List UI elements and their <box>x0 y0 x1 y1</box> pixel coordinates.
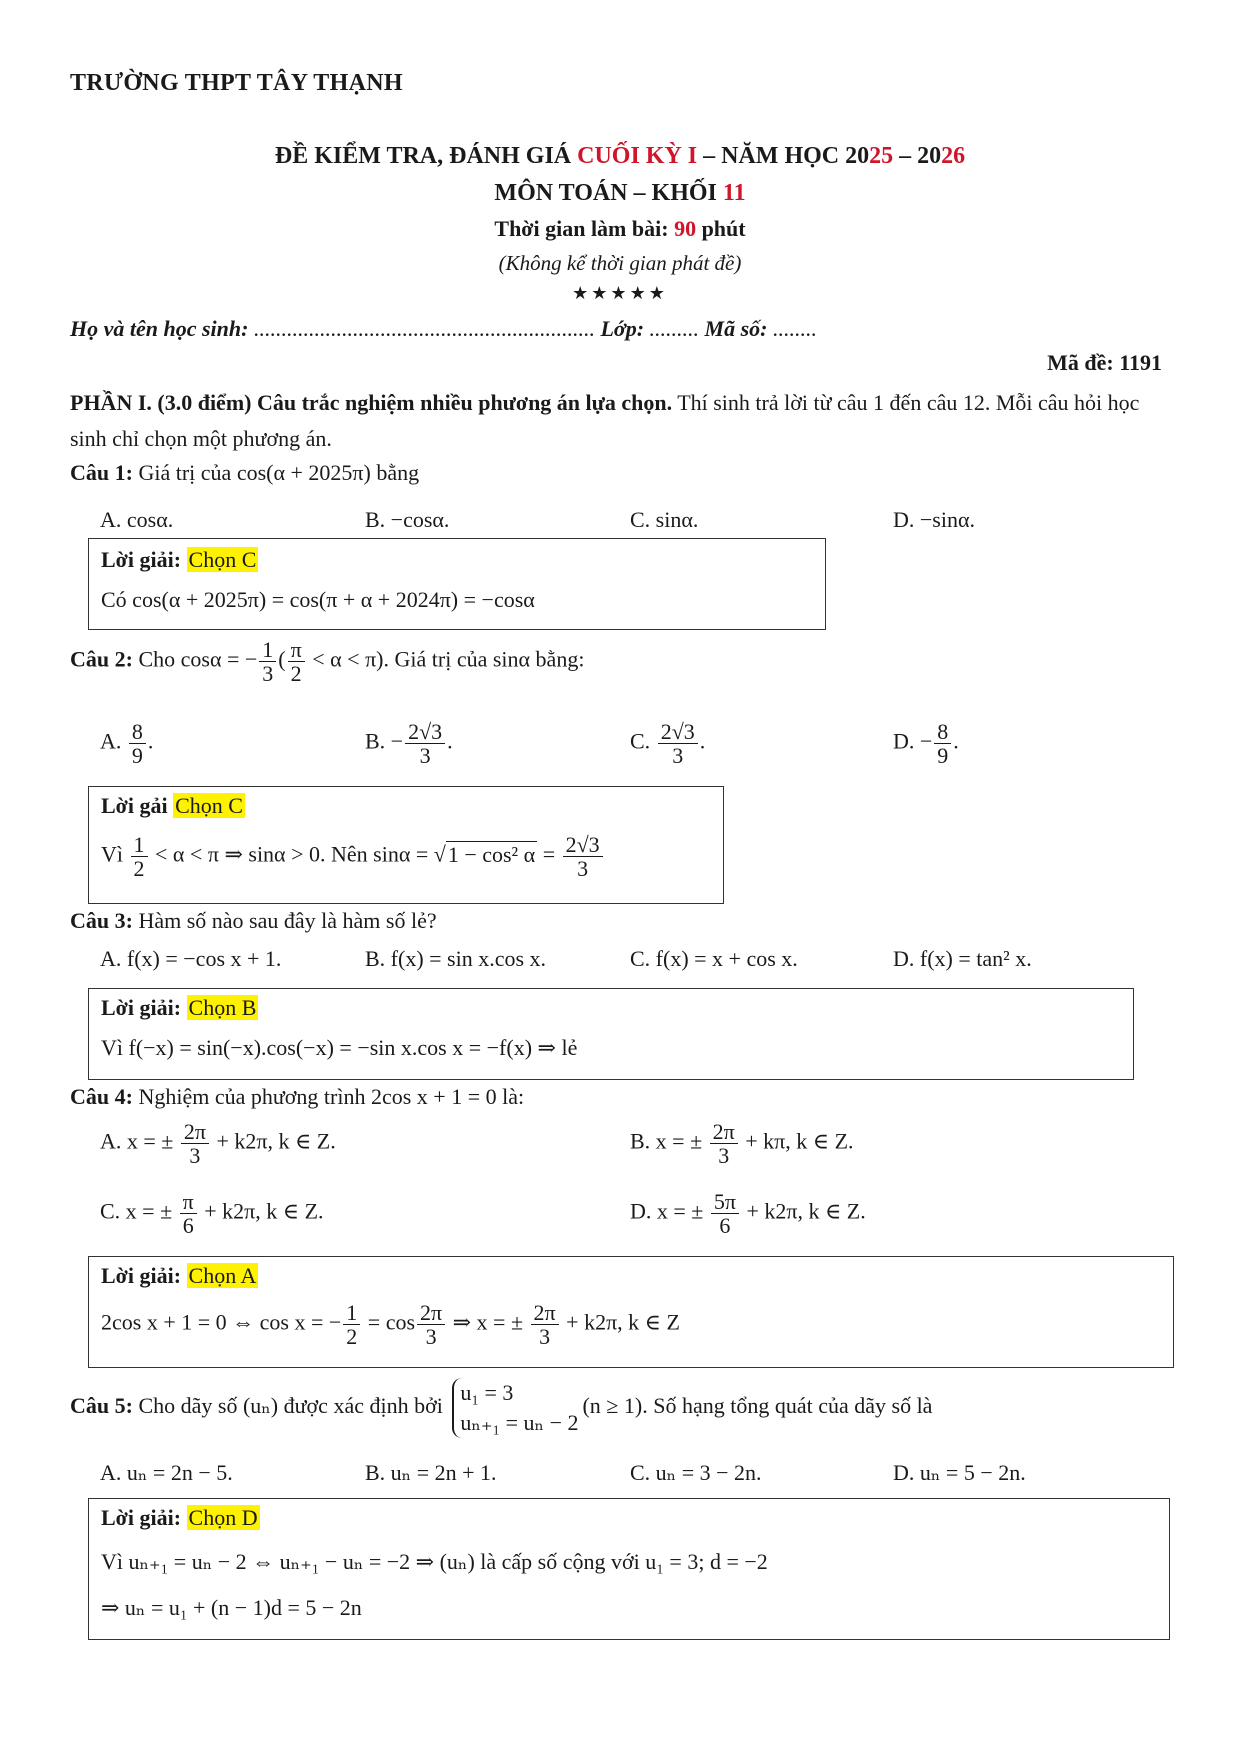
exam-duration: Thời gian làm bài: 90 phút <box>494 216 746 241</box>
q4-option-a: A. x = ± $\frac{2\pi}{3}$ + k2π, k ∈ Z. <box>100 1119 336 1169</box>
q3-option-d: D. f(x) = tan² x. <box>893 946 1032 971</box>
q4-option-d: D. x = ± $\frac{5\pi}{6}$ + k2π, k ∈ Z. <box>630 1189 866 1239</box>
q5-solution-line-1: Vì uₙ₊₁ = uₙ − 2 ⇔ uₙ₊₁ − uₙ = −2 ⇒ (uₙ) là cấp số cộng với u₁ = 3; d = −2 <box>101 1549 768 1574</box>
q5-solution-line-2: ⇒ uₙ = u₁ + (n − 1)d = 5 − 2n <box>101 1595 362 1620</box>
school-name: TRƯỜNG THPT TÂY THẠNH <box>70 70 403 96</box>
question-2: Câu 2: Cho cosα = − $\frac{1}{3}$ ( $\frac{\pi}{2}$ < α < π). Giá trị của sinα bằng: <box>70 637 585 687</box>
q1-option-c: C. sinα. <box>630 507 699 532</box>
q3-option-b: B. f(x) = sin x.cos x. <box>365 946 547 971</box>
q2-option-a: A. $\frac{8}{9}$ . <box>100 719 154 769</box>
q5-solution-heading: Lời giải: Chọn D <box>101 1505 258 1530</box>
q2-solution-text: Vì $\frac{1}{2}$ < α < π ⇒ sinα > 0. Nên sinα = √1 − cos² α = $\frac{2√3}{3}$ <box>101 833 605 880</box>
q3-solution-box <box>88 988 1134 1080</box>
student-info-line: Họ và tên học sinh: .............................................................. Lớp: ......... Mã số: ........ <box>70 316 817 341</box>
q1-solution-box <box>88 538 826 630</box>
q4-solution-text: 2cos x + 1 = 0 ⇔ cos x = − $\frac{1}{2}$ = cos $\frac{2\pi}{3}$ ⇒ x = ± $\frac{2\pi}{3}$ + k2π, k ∈ Z <box>101 1300 680 1350</box>
q2-solution-heading: Lời gải Chọn C <box>101 793 243 818</box>
q3-option-c: C. f(x) = x + cos x. <box>630 946 798 971</box>
q1-solution-text: Có cos(α + 2025π) = cos(π + α + 2024π) = −cosα <box>101 587 535 612</box>
q1-solution-heading: Lời giải: Chọn C <box>101 547 257 572</box>
exam-title: ĐỀ KIỂM TRA, ĐÁNH GIÁ CUỐI KỲ I – NĂM HỌC 2025 – 2026 <box>274 143 966 169</box>
question-4: Câu 4: Nghiệm của phương trình 2cos x + 1 = 0 là: <box>70 1084 525 1109</box>
q4-solution-heading: Lời giải: Chọn A <box>101 1263 257 1288</box>
recurrence-system: u₁ = 3 uₙ₊₁ = uₙ − 2 <box>452 1378 578 1438</box>
q3-solution-text: Vì f(−x) = sin(−x).cos(−x) = −sin x.cos x = −f(x) ⇒ lẻ <box>101 1035 578 1060</box>
part-1-instructions: PHẦN I. (3.0 điểm) Câu trắc nghiệm nhiều phương án lựa chọn. Thí sinh trả lời từ câu 1 đến câu 12. Mỗi câu hỏi học sinh chỉ chọn một phương án. <box>70 390 1140 451</box>
q1-option-a: A. cosα. <box>100 507 174 532</box>
q5-option-a: A. uₙ = 2n − 5. <box>100 1460 233 1485</box>
question-1: Câu 1: Giá trị của cos(α + 2025π) bằng <box>70 460 420 485</box>
q3-solution-heading: Lời giải: Chọn B <box>101 995 257 1020</box>
q2-option-b: B. − $\frac{2√3}{3}$ . <box>365 719 453 769</box>
q2-option-d: D. − $\frac{8}{9}$ . <box>893 719 959 769</box>
q5-option-b: B. uₙ = 2n + 1. <box>365 1460 497 1485</box>
q4-solution-box <box>88 1256 1174 1368</box>
star-divider: ★★★★★ <box>572 283 668 303</box>
exam-subject: MÔN TOÁN – KHỐI 11 <box>494 180 746 206</box>
q4-option-b: B. x = ± $\frac{2\pi}{3}$ + kπ, k ∈ Z. <box>630 1119 854 1169</box>
q4-option-c: C. x = ± $\frac{\pi}{6}$ + k2π, k ∈ Z. <box>100 1189 324 1239</box>
q5-option-d: D. uₙ = 5 − 2n. <box>893 1460 1026 1485</box>
q5-option-c: C. uₙ = 3 − 2n. <box>630 1460 762 1485</box>
exam-code: Mã đề: 1191 <box>1047 350 1162 375</box>
q2-solution-box <box>88 786 724 904</box>
q2-option-c: C. $\frac{2√3}{3}$ . <box>630 719 706 769</box>
q3-option-a: A. f(x) = −cos x + 1. <box>100 946 282 971</box>
question-3: Câu 3: Hàm số nào sau đây là hàm số lẻ? <box>70 908 437 933</box>
q5-solution-box <box>88 1498 1170 1640</box>
exam-note: (Không kể thời gian phát đề) <box>498 251 742 275</box>
q1-option-d: D. −sinα. <box>893 507 975 532</box>
question-5: Câu 5: Cho dãy số (uₙ) được xác định bởi u₁ = 3 uₙ₊₁ = uₙ − 2 (n ≥ 1). Số hạng tổng quát của dãy số là <box>70 1378 932 1438</box>
q1-option-b: B. −cosα. <box>365 507 450 532</box>
